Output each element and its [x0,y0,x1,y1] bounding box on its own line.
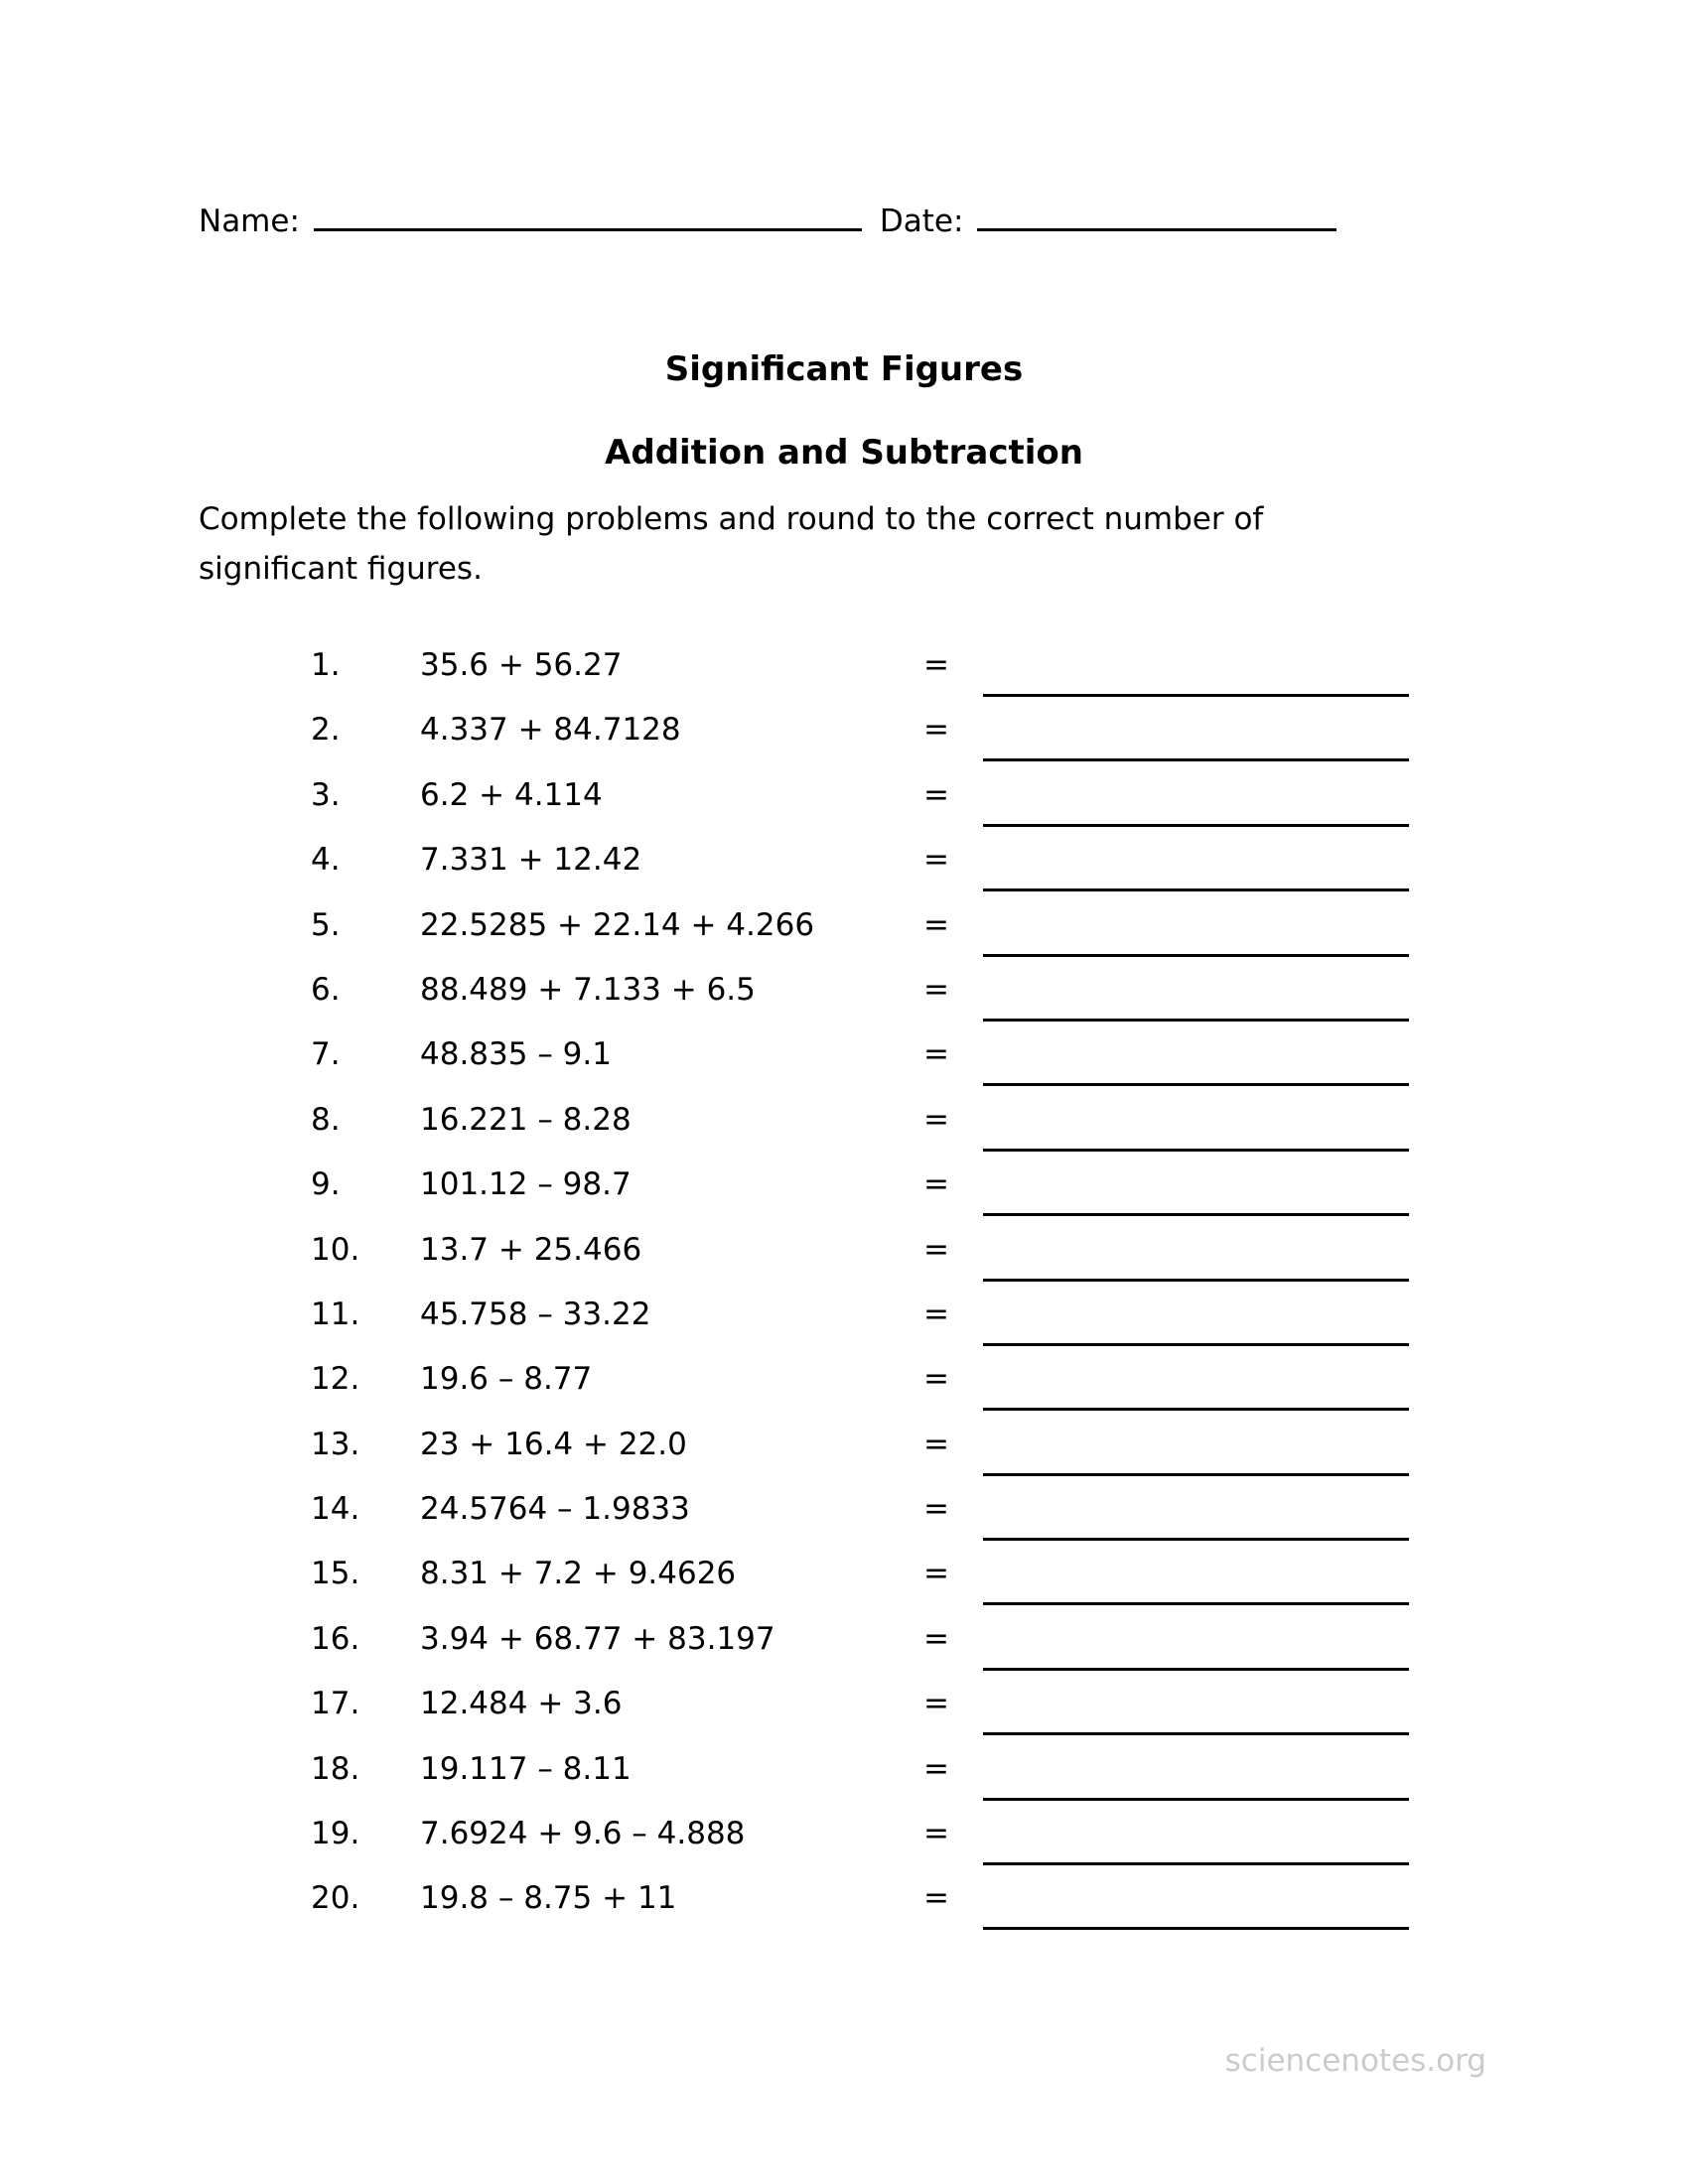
problem-number: 15. [311,1556,360,1592]
answer-blank-line[interactable] [983,1100,1409,1152]
problem-expression: 7.331 + 12.42 [420,842,642,879]
problem-row [199,970,1489,1034]
problem-expression: 13.7 + 25.466 [420,1231,642,1268]
problem-row [199,710,1489,774]
problem-expression: 19.8 – 8.75 + 11 [420,1880,677,1917]
answer-blank-line[interactable] [983,1814,1409,1865]
problem-expression: 16.221 – 8.28 [420,1101,632,1138]
problem-row [199,1749,1489,1814]
equals-sign: = [923,842,949,879]
problem-expression: 35.6 + 56.27 [420,647,623,683]
problem-number: 4. [311,842,341,879]
equals-sign: = [923,906,949,943]
name-label: Name: [199,204,300,239]
problem-row [199,645,1489,710]
problem-expression: 12.484 + 3.6 [420,1686,623,1722]
equals-sign: = [923,1296,949,1332]
problem-row [199,840,1489,904]
problem-number: 20. [311,1880,360,1917]
problem-number: 14. [311,1491,360,1528]
problem-number: 16. [311,1620,360,1657]
problem-row [199,1554,1489,1618]
equals-sign: = [923,1880,949,1917]
problem-expression: 101.12 – 98.7 [420,1166,632,1203]
problem-number: 6. [311,971,341,1008]
problem-number: 12. [311,1361,360,1398]
problem-number: 13. [311,1426,360,1462]
problem-expression: 4.337 + 84.7128 [420,712,681,749]
answer-blank-line[interactable] [983,1164,1409,1216]
problem-number: 9. [311,1166,341,1203]
answer-blank-line[interactable] [983,1425,1409,1476]
equals-sign: = [923,1166,949,1203]
problem-row [199,1878,1489,1943]
problem-row [199,1684,1489,1748]
equals-sign: = [923,1816,949,1852]
problem-row [199,1359,1489,1424]
problem-expression: 19.117 – 8.11 [420,1750,632,1787]
answer-blank-line[interactable] [983,710,1409,761]
problem-expression: 23 + 16.4 + 22.0 [420,1426,687,1462]
problem-number: 7. [311,1036,341,1073]
problem-expression: 6.2 + 4.114 [420,776,603,813]
answer-blank-line[interactable] [983,1619,1409,1671]
problem-row [199,1100,1489,1164]
problem-expression: 3.94 + 68.77 + 83.197 [420,1620,775,1657]
equals-sign: = [923,1101,949,1138]
problem-expression: 8.31 + 7.2 + 9.4626 [420,1556,737,1592]
equals-sign: = [923,971,949,1008]
problem-expression: 7.6924 + 9.6 – 4.888 [420,1816,746,1852]
footer-watermark: sciencenotes.org [1224,2043,1486,2079]
instructions-line-2: significant figures. [199,551,483,587]
answer-blank-line[interactable] [983,1749,1409,1801]
problem-expression: 19.6 – 8.77 [420,1361,593,1398]
date-label: Date: [879,204,964,239]
problem-number: 8. [311,1101,341,1138]
problem-number: 2. [311,712,341,749]
problem-row [199,1164,1489,1229]
equals-sign: = [923,1750,949,1787]
page-subtitle: Addition and Subtraction [605,433,1083,473]
problem-number: 17. [311,1686,360,1722]
equals-sign: = [923,1491,949,1528]
answer-blank-line[interactable] [983,1230,1409,1282]
name-date-row [199,204,1336,239]
problem-expression: 45.758 – 33.22 [420,1296,651,1332]
equals-sign: = [923,1036,949,1073]
answer-blank-line[interactable] [983,1489,1409,1541]
problem-number: 5. [311,906,341,943]
problem-row [199,1230,1489,1295]
problem-number: 1. [311,647,341,683]
problem-row [199,1425,1489,1489]
name-blank-line[interactable] [314,228,862,231]
problem-row [199,1619,1489,1684]
equals-sign: = [923,1426,949,1462]
equals-sign: = [923,1686,949,1722]
problems-list [199,645,1489,1944]
equals-sign: = [923,1361,949,1398]
problem-row [199,1034,1489,1099]
problem-expression: 24.5764 – 1.9833 [420,1491,690,1528]
answer-blank-line[interactable] [983,970,1409,1022]
problem-number: 11. [311,1296,360,1332]
problem-row [199,775,1489,840]
answer-blank-line[interactable] [983,775,1409,827]
answer-blank-line[interactable] [983,840,1409,891]
equals-sign: = [923,1620,949,1657]
equals-sign: = [923,1231,949,1268]
equals-sign: = [923,647,949,683]
problem-number: 3. [311,776,341,813]
page-title: Significant Figures [664,349,1024,389]
date-blank-line[interactable] [977,228,1336,231]
problem-number: 19. [311,1816,360,1852]
instructions-text [199,494,1263,594]
instructions-line-1: Complete the following problems and round to the correct number of [199,501,1264,537]
equals-sign: = [923,776,949,813]
problem-expression: 88.489 + 7.133 + 6.5 [420,971,756,1008]
answer-blank-line[interactable] [983,1684,1409,1735]
answer-blank-line[interactable] [983,1034,1409,1086]
equals-sign: = [923,712,949,749]
problem-row [199,1295,1489,1359]
answer-blank-line[interactable] [983,1359,1409,1411]
answer-blank-line[interactable] [983,645,1409,697]
answer-blank-line[interactable] [983,1554,1409,1605]
problem-expression: 48.835 – 9.1 [420,1036,612,1073]
problem-row [199,905,1489,970]
answer-blank-line[interactable] [983,1295,1409,1346]
problem-number: 18. [311,1750,360,1787]
answer-blank-line[interactable] [983,905,1409,957]
problem-number: 10. [311,1231,360,1268]
problem-expression: 22.5285 + 22.14 + 4.266 [420,906,815,943]
problem-row [199,1814,1489,1878]
answer-blank-line[interactable] [983,1878,1409,1930]
equals-sign: = [923,1556,949,1592]
problem-row [199,1489,1489,1554]
